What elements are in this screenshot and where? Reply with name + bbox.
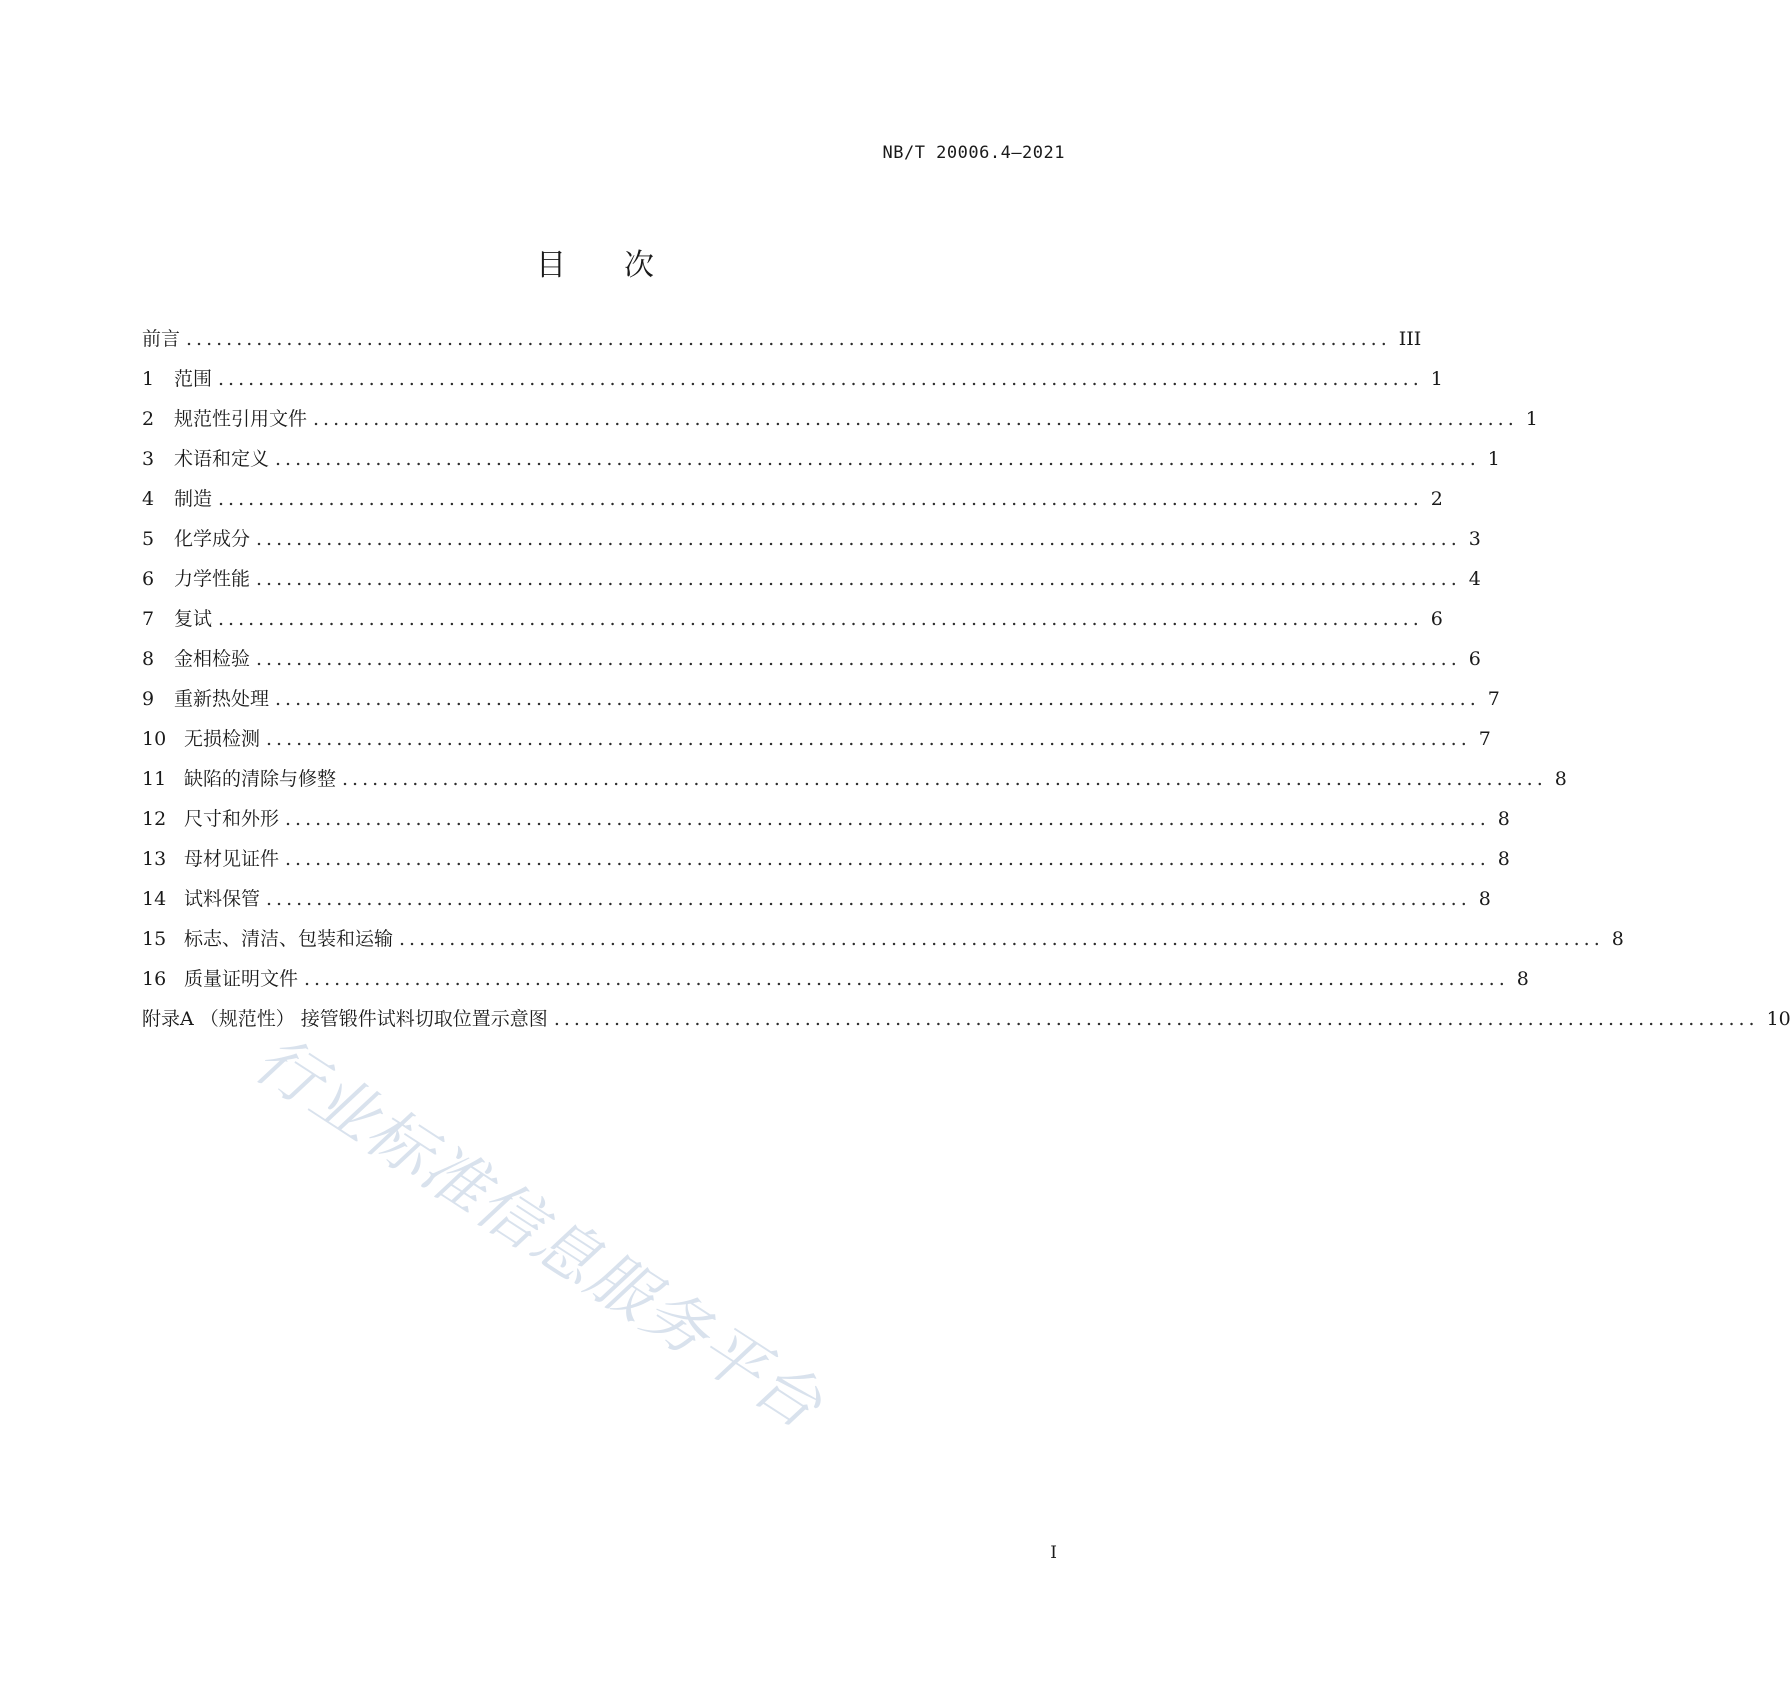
toc-item-page: 1 [1487,448,1500,470]
toc-item-label: 复试 [174,608,213,630]
toc-item-number: 3 [142,448,155,470]
toc-item-9[interactable] [142,687,1500,727]
toc-item-leader: ........................................................................................................................ [553,1008,1759,1030]
toc-item-number: 14 [142,888,167,910]
toc-item-label: 重新热处理 [174,688,270,710]
toc-item-2[interactable] [142,407,1538,447]
toc-item-label: 附录A （规范性） 接管锻件试料切取位置示意图 [142,1008,548,1030]
toc-item-leader: ........................................................................................................................ [342,768,1547,790]
toc-item-page: 8 [1497,848,1510,870]
toc-item-page: 8 [1478,888,1491,910]
toc-item-label: 前言 [142,328,181,350]
toc-item-page: III [1398,328,1422,350]
toc-item-page: 7 [1478,728,1491,750]
toc-item-number: 2 [142,408,155,430]
toc-item-page: 7 [1487,688,1500,710]
toc-item-leader: ........................................................................................................................ [275,448,1480,470]
toc-item-label: 术语和定义 [174,448,270,470]
toc-item-label: 范围 [174,368,213,390]
toc-item-number: 11 [142,768,167,790]
toc-item-13[interactable] [142,847,1510,887]
toc-item-label: 无损检测 [184,728,261,750]
toc-item-5[interactable] [142,527,1481,567]
toc-item-leader: ........................................................................................................................ [275,688,1480,710]
toc-item-page: 8 [1516,968,1529,990]
toc-item-page: 3 [1468,528,1481,550]
toc-item-page: 6 [1468,648,1481,670]
toc-item-10[interactable] [142,727,1491,767]
toc-item-page: 1 [1525,408,1538,430]
toc-item-page: 8 [1554,768,1567,790]
toc-item-page: 2 [1430,488,1443,510]
toc-item-number: 16 [142,968,167,990]
toc-item-leader: ........................................................................................................................ [399,928,1604,950]
toc-item-label: 母材见证件 [184,848,280,870]
toc-item-number: 13 [142,848,167,870]
toc-item-15[interactable] [142,927,1624,967]
toc-item-4[interactable] [142,487,1443,527]
standard-number: NB/T 20006.4—2021 [882,143,1065,163]
toc-item-page: 4 [1468,568,1481,590]
toc-item-leader: ........................................................................................................................ [304,968,1509,990]
page-number: I [1050,1543,1057,1563]
toc-item-label: 缺陷的清除与修整 [184,768,337,790]
toc-item-6[interactable] [142,567,1481,607]
toc-item-label: 尺寸和外形 [184,808,280,830]
toc-item-label: 质量证明文件 [184,968,299,990]
toc-item-number: 8 [142,648,155,670]
toc-item-1[interactable] [142,367,1443,407]
toc-item-number: 9 [142,688,155,710]
toc-item-leader: ........................................................................................................................ [256,528,1461,550]
toc-item-12[interactable] [142,807,1510,847]
toc-item-page: 8 [1611,928,1624,950]
toc-item-leader: ........................................................................................................................ [285,808,1490,830]
toc-item-label: 制造 [174,488,213,510]
toc-item-3[interactable] [142,447,1500,487]
toc-item-appendix-a[interactable] [142,1007,1791,1047]
toc-item-number: 15 [142,928,167,950]
toc-item-leader: ........................................................................................................................ [266,728,1471,750]
toc-item-number: 4 [142,488,155,510]
toc-item-number: 12 [142,808,167,830]
toc-item-leader: ........................................................................................................................ [313,408,1518,430]
toc-item-number: 7 [142,608,155,630]
toc-item-label: 规范性引用文件 [174,408,308,430]
toc-item-11[interactable] [142,767,1567,807]
watermark: 行业标准信息服务平台 [241,1022,836,1445]
toc-item-14[interactable] [142,887,1491,927]
toc-item-label: 力学性能 [174,568,251,590]
toc-item-leader: ........................................................................................................................ [218,368,1423,390]
toc-item-number: 5 [142,528,155,550]
toc-item-page: 1 [1430,368,1443,390]
toc-item-foreword[interactable] [142,327,1422,367]
toc-item-16[interactable] [142,967,1529,1007]
toc-item-8[interactable] [142,647,1481,687]
toc-item-page: 8 [1497,808,1510,830]
toc-item-page: 10 [1766,1008,1791,1030]
table-of-contents [142,327,1791,1047]
toc-item-leader: ........................................................................................................................ [186,328,1391,350]
page-title: 目次 [536,248,712,283]
toc-item-leader: ........................................................................................................................ [218,608,1423,630]
toc-item-number: 6 [142,568,155,590]
toc-item-number: 10 [142,728,167,750]
toc-item-leader: ........................................................................................................................ [218,488,1423,510]
toc-item-leader: ........................................................................................................................ [256,568,1461,590]
toc-item-number: 1 [142,368,155,390]
toc-item-label: 试料保管 [184,888,261,910]
toc-item-label: 化学成分 [174,528,251,550]
toc-item-leader: ........................................................................................................................ [256,648,1461,670]
toc-item-label: 标志、清洁、包装和运输 [184,928,394,950]
toc-item-label: 金相检验 [174,648,251,670]
toc-item-7[interactable] [142,607,1443,647]
toc-item-leader: ........................................................................................................................ [266,888,1471,910]
toc-item-leader: ........................................................................................................................ [285,848,1490,870]
toc-item-page: 6 [1430,608,1443,630]
